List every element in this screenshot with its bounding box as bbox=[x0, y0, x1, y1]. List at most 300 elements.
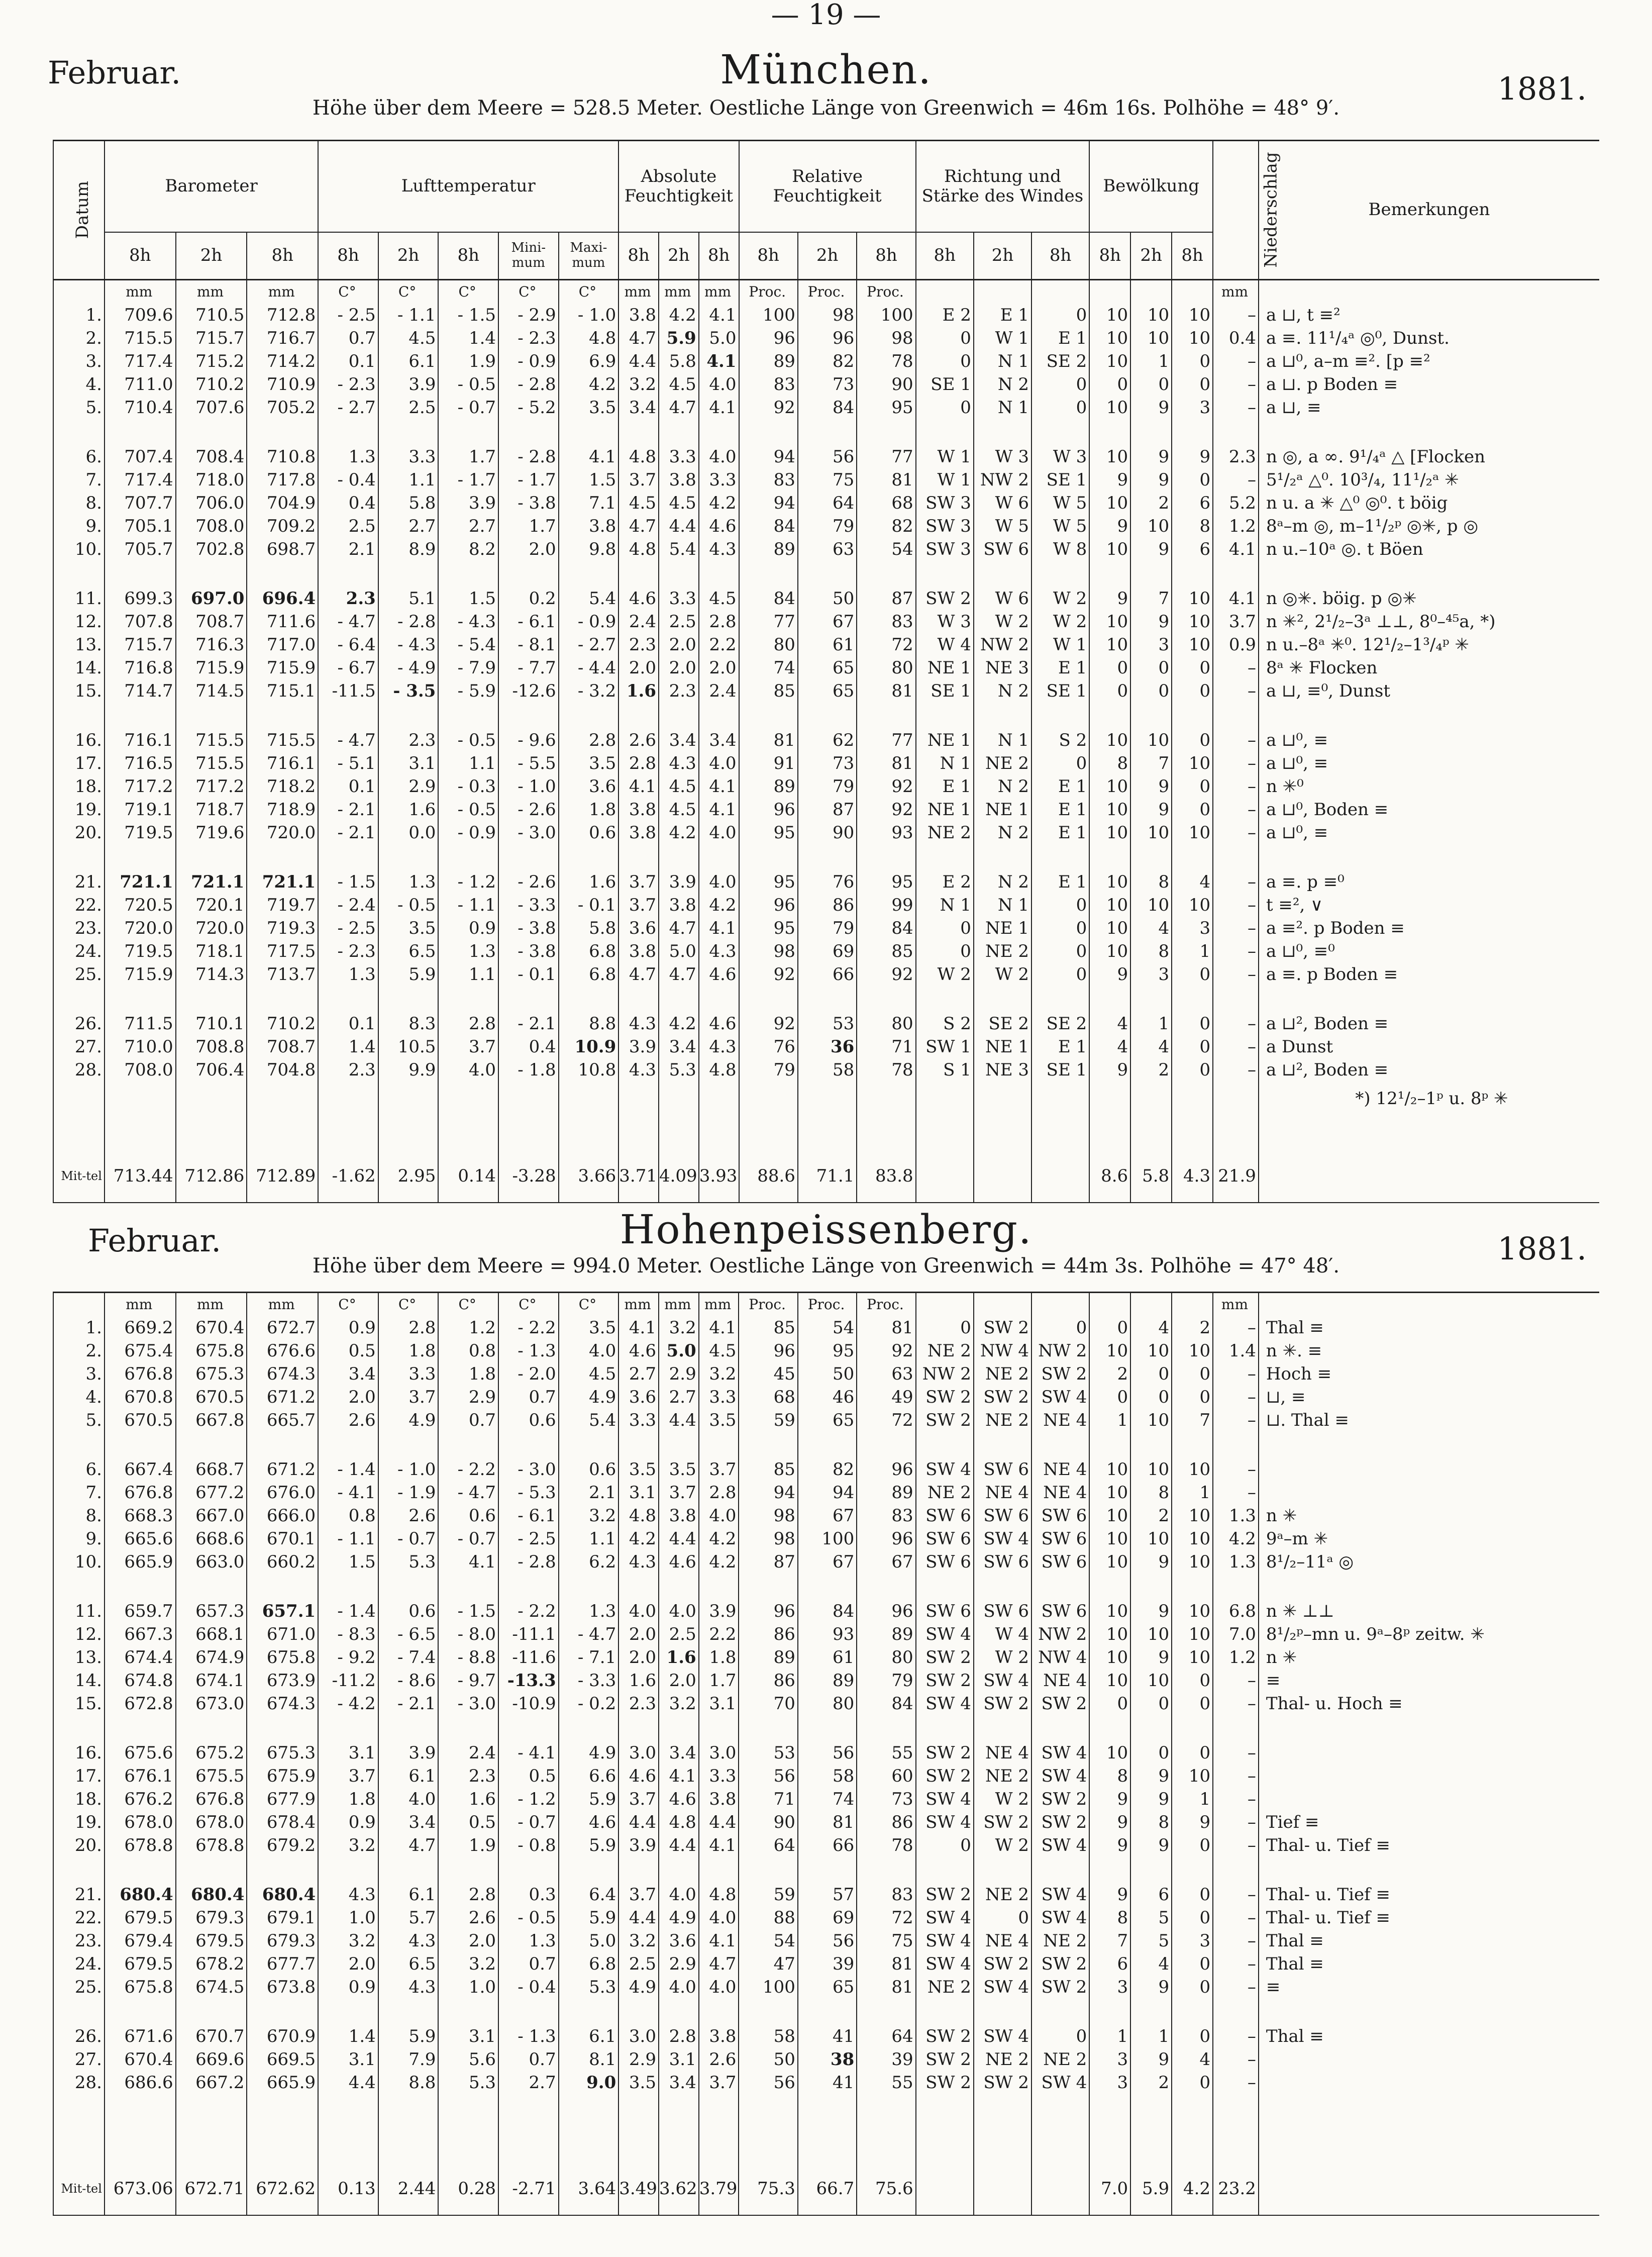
row-value: 3.7 bbox=[659, 1481, 699, 1504]
spacer bbox=[618, 2128, 659, 2163]
row-value: 2.8 bbox=[438, 1012, 498, 1035]
mittel-value: 3.64 bbox=[559, 2163, 619, 2215]
row-value: 8.8 bbox=[378, 2071, 439, 2094]
row-value: 0.8 bbox=[438, 1339, 498, 1362]
row-value: 69 bbox=[798, 940, 857, 963]
row-value: 4.1 bbox=[1213, 538, 1259, 561]
row-value: 5.3 bbox=[559, 1976, 619, 1999]
spacer bbox=[1089, 561, 1130, 587]
row-value: 678.2 bbox=[176, 1952, 247, 1976]
row-value: 100 bbox=[857, 304, 915, 327]
spacer bbox=[1089, 1082, 1130, 1116]
unit-cell: mm bbox=[176, 1293, 247, 1317]
row-value: 1.6 bbox=[618, 1669, 659, 1692]
spacer bbox=[498, 1432, 559, 1458]
spacer bbox=[659, 986, 699, 1012]
spacer bbox=[53, 1574, 105, 1600]
row-value: 3.2 bbox=[318, 1929, 378, 1952]
row-value: 89 bbox=[857, 1481, 915, 1504]
row-value: 0 bbox=[974, 1906, 1031, 1929]
row-remark: Thal ≡ bbox=[1259, 1952, 1599, 1976]
row-value: 4 bbox=[1130, 1952, 1172, 1976]
spacer bbox=[559, 1432, 619, 1458]
row-value: 96 bbox=[857, 1527, 915, 1550]
spacer bbox=[1172, 1432, 1213, 1458]
spacer bbox=[1031, 986, 1089, 1012]
spacer bbox=[378, 1574, 439, 1600]
row-value: 5.9 bbox=[559, 1906, 619, 1929]
row-value: - 4.1 bbox=[498, 1741, 559, 1764]
spacer bbox=[176, 986, 247, 1012]
table-row bbox=[53, 445, 1599, 468]
row-value: 3.8 bbox=[699, 1788, 739, 1811]
spacer bbox=[498, 986, 559, 1012]
row-value: 50 bbox=[798, 1362, 857, 1386]
table-row bbox=[53, 1883, 1599, 1906]
row-value: SW 6 bbox=[974, 1504, 1031, 1527]
row-value: - 1.2 bbox=[438, 870, 498, 894]
row-value: 84 bbox=[857, 1692, 915, 1715]
row-value: 83 bbox=[857, 1504, 915, 1527]
row-value: SW 4 bbox=[974, 2025, 1031, 2048]
spacer bbox=[1213, 1116, 1259, 1150]
row-value: 0 bbox=[1172, 468, 1213, 492]
row-value: 1.6 bbox=[438, 1788, 498, 1811]
spacer bbox=[438, 1999, 498, 2025]
spacer bbox=[1213, 1999, 1259, 2025]
row-value: 2.0 bbox=[618, 1646, 659, 1669]
row-value: 4.7 bbox=[618, 963, 659, 986]
spacer bbox=[1172, 1857, 1213, 1883]
spacer bbox=[176, 2094, 247, 2128]
row-value: 0.1 bbox=[318, 1012, 378, 1035]
row-value: 3.7 bbox=[618, 870, 659, 894]
row-value: - 0.1 bbox=[559, 894, 619, 917]
spacer bbox=[1213, 1574, 1259, 1600]
table-row bbox=[53, 775, 1599, 798]
row-value: 2.0 bbox=[699, 656, 739, 679]
row-value: - 4.7 bbox=[559, 1623, 619, 1646]
row-value: SW 6 bbox=[1031, 1504, 1089, 1527]
row-value: 3 bbox=[1089, 1976, 1130, 1999]
row-value: 3.4 bbox=[378, 1811, 439, 1834]
spacer bbox=[1089, 1715, 1130, 1741]
spacer bbox=[498, 1116, 559, 1150]
row-value: 70 bbox=[739, 1692, 797, 1715]
row-date: 21. bbox=[53, 1883, 105, 1906]
row-value: 4.0 bbox=[699, 821, 739, 844]
row-value: 665.6 bbox=[105, 1527, 176, 1550]
spacer bbox=[1213, 2128, 1259, 2163]
row-value: 82 bbox=[798, 350, 857, 373]
row-value: – bbox=[1213, 1409, 1259, 1432]
spacer bbox=[105, 2094, 176, 2128]
unit-cell: Proc. bbox=[739, 280, 798, 304]
row-value: 89 bbox=[739, 350, 798, 373]
row-value: 1.9 bbox=[438, 1834, 498, 1857]
row-value: 676.6 bbox=[247, 1339, 318, 1362]
row-value: 3.1 bbox=[378, 752, 439, 775]
row-value: W 3 bbox=[974, 445, 1031, 468]
spacer bbox=[739, 1116, 798, 1150]
row-remark: 8ᵃ ✳ Flocken bbox=[1259, 656, 1599, 679]
row-value: 4.0 bbox=[659, 1883, 699, 1906]
row-value: - 7.9 bbox=[438, 656, 498, 679]
spacer bbox=[1089, 2128, 1130, 2163]
row-value: 679.5 bbox=[176, 1929, 247, 1952]
row-value: 0.6 bbox=[438, 1504, 498, 1527]
row-value: 10 bbox=[1172, 633, 1213, 656]
row-value: 716.3 bbox=[176, 633, 247, 656]
mittel-value: 0.28 bbox=[438, 2163, 498, 2215]
row-remark: Thal- u. Hoch ≡ bbox=[1259, 1692, 1599, 1715]
row-value: 95 bbox=[857, 396, 915, 419]
row-value: 65 bbox=[798, 656, 857, 679]
row-value: 2.9 bbox=[659, 1952, 699, 1976]
row-value: NE 1 bbox=[916, 729, 974, 752]
row-value: NE 4 bbox=[974, 1481, 1031, 1504]
row-value: 706.4 bbox=[176, 1058, 247, 1082]
row-value: - 2.9 bbox=[498, 304, 559, 327]
row-value: 4.2 bbox=[699, 894, 739, 917]
row-value: - 6.1 bbox=[498, 1504, 559, 1527]
row-value: 10 bbox=[1089, 729, 1130, 752]
row-value: 4.1 bbox=[699, 1834, 739, 1857]
row-value: 0.6 bbox=[559, 821, 619, 844]
row-value: 1.1 bbox=[378, 468, 439, 492]
row-value: 3.2 bbox=[659, 1692, 699, 1715]
row-value: 4.0 bbox=[559, 1339, 619, 1362]
row-date: 17. bbox=[53, 752, 105, 775]
row-value: SW 2 bbox=[1031, 1362, 1089, 1386]
row-remark: 8¹/₂ᵖ–mn u. 9ᵃ–8ᵖ zeitw. ✳ bbox=[1259, 1623, 1599, 1646]
row-value: – bbox=[1213, 894, 1259, 917]
spacer bbox=[438, 2094, 498, 2128]
row-value: 670.5 bbox=[176, 1386, 247, 1409]
row-value: 708.0 bbox=[176, 515, 247, 538]
row-value: 3.7 bbox=[699, 2071, 739, 2094]
row-value: 7 bbox=[1130, 587, 1172, 610]
row-value: 675.3 bbox=[176, 1362, 247, 1386]
row-value: 4.6 bbox=[699, 515, 739, 538]
table-row bbox=[53, 752, 1599, 775]
table-row bbox=[53, 1788, 1599, 1811]
unit-cell: Proc. bbox=[798, 280, 857, 304]
spacer bbox=[739, 2094, 797, 2128]
row-value: 2.3 bbox=[1213, 445, 1259, 468]
row-value: 6.8 bbox=[559, 940, 619, 963]
row-value: 67 bbox=[798, 1504, 857, 1527]
unit-cell: C° bbox=[559, 280, 619, 304]
row-value: 92 bbox=[739, 1012, 798, 1035]
spacer bbox=[798, 1432, 857, 1458]
row-value: 61 bbox=[798, 633, 857, 656]
row-value: 78 bbox=[857, 1058, 915, 1082]
row-value: 38 bbox=[798, 2048, 857, 2071]
row-value: 4.8 bbox=[699, 1883, 739, 1906]
row-date: 13. bbox=[53, 633, 105, 656]
spacer bbox=[53, 2094, 105, 2128]
row-value: 4.3 bbox=[699, 940, 739, 963]
table-row bbox=[53, 1646, 1599, 1669]
table-row bbox=[53, 538, 1599, 561]
row-value: 4.2 bbox=[659, 1012, 699, 1035]
row-value: 3 bbox=[1172, 396, 1213, 419]
row-value: 0 bbox=[1130, 1741, 1172, 1764]
unit-cell: C° bbox=[559, 1293, 619, 1317]
spacer bbox=[53, 1432, 105, 1458]
row-date: 18. bbox=[53, 775, 105, 798]
mittel-value: 75.6 bbox=[857, 2163, 915, 2215]
subheader-10: 8h bbox=[699, 232, 739, 280]
row-value: 3.2 bbox=[618, 373, 659, 396]
row-value: 3.3 bbox=[618, 1409, 659, 1432]
row-value: 1.3 bbox=[498, 1929, 559, 1952]
row-value: 714.7 bbox=[105, 679, 176, 703]
row-value: 0 bbox=[1089, 656, 1130, 679]
row-value: 3.6 bbox=[559, 775, 619, 798]
spacer bbox=[798, 1116, 857, 1150]
row-value: 5.3 bbox=[378, 1550, 439, 1574]
row-value: 4.1 bbox=[699, 1929, 739, 1952]
row-value: 717.8 bbox=[247, 468, 318, 492]
row-value: - 1.4 bbox=[318, 1458, 378, 1481]
row-value: 10 bbox=[1130, 304, 1172, 327]
spacer bbox=[1259, 561, 1599, 587]
row-value: NW 2 bbox=[1031, 1623, 1089, 1646]
row-value: 0 bbox=[1172, 1741, 1213, 1764]
unit-date bbox=[53, 1293, 105, 1317]
row-value: – bbox=[1213, 1788, 1259, 1811]
spacer bbox=[1130, 1715, 1172, 1741]
row-value: - 1.1 bbox=[318, 1527, 378, 1550]
row-value: 64 bbox=[857, 2025, 915, 2048]
col-rel-feucht: Relative Feuchtigkeit bbox=[739, 141, 916, 233]
row-value: - 5.5 bbox=[498, 752, 559, 775]
row-value: 2.8 bbox=[699, 1481, 739, 1504]
row-date: 15. bbox=[53, 679, 105, 703]
mittel-value: 4.3 bbox=[1172, 1150, 1213, 1203]
col-abs-feucht: Absolute Feuchtigkeit bbox=[618, 141, 739, 233]
row-value: 4.5 bbox=[659, 492, 699, 515]
row-value: 674.5 bbox=[176, 1976, 247, 1999]
row-date: 21. bbox=[53, 870, 105, 894]
row-date: 20. bbox=[53, 821, 105, 844]
row-value: 1.4 bbox=[318, 1035, 378, 1058]
row-value: 4.1 bbox=[618, 1316, 659, 1339]
row-value: 3 bbox=[1172, 1929, 1213, 1952]
unit-cell: C° bbox=[438, 1293, 498, 1317]
row-value: 2.3 bbox=[438, 1764, 498, 1788]
subheader-18: 2h bbox=[1130, 232, 1172, 280]
row-value: 10 bbox=[1130, 1339, 1172, 1362]
spacer bbox=[105, 1116, 176, 1150]
row-value: 95 bbox=[739, 917, 798, 940]
row-value: 6.6 bbox=[559, 1764, 619, 1788]
row-value: 696.4 bbox=[247, 587, 318, 610]
row-value: - 3.8 bbox=[498, 940, 559, 963]
mittel-value bbox=[1259, 1150, 1599, 1203]
row-value: 9.0 bbox=[559, 2071, 619, 2094]
row-value: 81 bbox=[857, 468, 915, 492]
table-row bbox=[53, 350, 1599, 373]
row-value: W 2 bbox=[974, 1788, 1031, 1811]
row-value: 0 bbox=[1172, 679, 1213, 703]
spacer bbox=[974, 1999, 1031, 2025]
row-value: 4.9 bbox=[559, 1741, 619, 1764]
row-value: 3.2 bbox=[438, 1952, 498, 1976]
spacer bbox=[1213, 844, 1259, 870]
row-value: 10 bbox=[1130, 515, 1172, 538]
spacer bbox=[1259, 2128, 1599, 2163]
row-remark: a ⊔², Boden ≡ bbox=[1259, 1058, 1599, 1082]
unit-cell: mm bbox=[659, 1293, 699, 1317]
row-value: 1.6 bbox=[559, 870, 619, 894]
row-remark: a ≡. p ≡⁰ bbox=[1259, 870, 1599, 894]
row-value: 8 bbox=[1089, 752, 1130, 775]
row-value: 3.5 bbox=[699, 1409, 739, 1432]
row-value: 1.0 bbox=[438, 1976, 498, 1999]
row-value: 4.1 bbox=[699, 1316, 739, 1339]
row-value: 10 bbox=[1089, 1339, 1130, 1362]
row-value: 4.8 bbox=[559, 327, 619, 350]
spacer bbox=[53, 986, 105, 1012]
row-value: 58 bbox=[798, 1058, 857, 1082]
row-value: SW 6 bbox=[916, 1600, 974, 1623]
spacer bbox=[916, 1432, 974, 1458]
row-value: 46 bbox=[798, 1386, 857, 1409]
row-value: 10 bbox=[1172, 894, 1213, 917]
row-value: 59 bbox=[739, 1883, 797, 1906]
row-value: 708.7 bbox=[176, 610, 247, 633]
row-value: SW 4 bbox=[1031, 1906, 1089, 1929]
spacer bbox=[857, 1116, 915, 1150]
row-value: 715.5 bbox=[176, 752, 247, 775]
row-value: 95 bbox=[739, 821, 798, 844]
spacer bbox=[699, 1116, 739, 1150]
spacer bbox=[53, 844, 105, 870]
row-value: 674.3 bbox=[247, 1692, 318, 1715]
mittel-value: 71.1 bbox=[798, 1150, 857, 1203]
row-value: SW 2 bbox=[974, 1811, 1031, 1834]
row-remark: ⊔, ≡ bbox=[1259, 1386, 1599, 1409]
row-value: - 2.4 bbox=[318, 894, 378, 917]
row-value: 1.7 bbox=[699, 1669, 739, 1692]
row-value: 4.1 bbox=[699, 304, 739, 327]
spacer bbox=[247, 1432, 318, 1458]
spacer bbox=[1259, 844, 1599, 870]
spacer bbox=[916, 1574, 974, 1600]
row-value: 670.1 bbox=[247, 1527, 318, 1550]
row-value: W 1 bbox=[1031, 633, 1089, 656]
row-value: 75 bbox=[798, 468, 857, 492]
spacer bbox=[1172, 2128, 1213, 2163]
row-value: 0 bbox=[1172, 1906, 1213, 1929]
row-value: 4.8 bbox=[699, 1058, 739, 1082]
row-value: 1.6 bbox=[378, 798, 439, 821]
row-value: SW 6 bbox=[974, 538, 1031, 561]
row-value: E 1 bbox=[1031, 327, 1089, 350]
row-value: 1.5 bbox=[318, 1550, 378, 1574]
row-value: 0.9 bbox=[318, 1811, 378, 1834]
row-value: 0 bbox=[916, 940, 974, 963]
row-value: - 4.4 bbox=[559, 656, 619, 679]
row-value: 10 bbox=[1089, 1481, 1130, 1504]
row-value: 705.7 bbox=[105, 538, 176, 561]
row-value: 1.3 bbox=[378, 870, 439, 894]
mittel-value: 0.14 bbox=[438, 1150, 498, 1203]
row-date: 5. bbox=[53, 396, 105, 419]
row-value: 92 bbox=[857, 1339, 915, 1362]
row-date: 7. bbox=[53, 1481, 105, 1504]
row-value: 0.6 bbox=[378, 1600, 439, 1623]
row-value: 8 bbox=[1130, 1481, 1172, 1504]
spacer bbox=[53, 1082, 105, 1116]
spacer bbox=[438, 986, 498, 1012]
row-value: 83 bbox=[857, 1883, 915, 1906]
row-value: – bbox=[1213, 1362, 1259, 1386]
row-value: SW 2 bbox=[1031, 1976, 1089, 1999]
row-value: 1.3 bbox=[318, 963, 378, 986]
row-value: 0.9 bbox=[318, 1316, 378, 1339]
row-value: S 2 bbox=[916, 1012, 974, 1035]
row-value: 675.4 bbox=[105, 1339, 176, 1362]
spacer bbox=[659, 2128, 699, 2163]
row-value: 6.8 bbox=[559, 1952, 619, 1976]
row-value: 72 bbox=[857, 1409, 915, 1432]
spacer bbox=[559, 561, 619, 587]
row-value: - 0.9 bbox=[438, 821, 498, 844]
row-value: 56 bbox=[798, 1929, 857, 1952]
row-value: 1 bbox=[1089, 2025, 1130, 2048]
spacer bbox=[176, 419, 247, 445]
row-value: 3.2 bbox=[699, 1362, 739, 1386]
row-value: 4.6 bbox=[559, 1811, 619, 1834]
spacer bbox=[105, 703, 176, 729]
row-value: 2.6 bbox=[438, 1906, 498, 1929]
spacer bbox=[378, 2128, 439, 2163]
row-value: 6.5 bbox=[378, 1952, 439, 1976]
row-value: 676.8 bbox=[105, 1481, 176, 1504]
table-row bbox=[53, 1623, 1599, 1646]
mittel-value: 21.9 bbox=[1213, 1150, 1259, 1203]
row-value: 2.3 bbox=[618, 1692, 659, 1715]
row-value: - 5.1 bbox=[318, 752, 378, 775]
row-value: 671.2 bbox=[247, 1386, 318, 1409]
spacer bbox=[974, 419, 1031, 445]
row-value: 671.0 bbox=[247, 1623, 318, 1646]
row-value: 80 bbox=[857, 1646, 915, 1669]
spacer bbox=[974, 2128, 1031, 2163]
row-value: 10 bbox=[1089, 1527, 1130, 1550]
row-remark: ≡ bbox=[1259, 1976, 1599, 1999]
row-remark bbox=[1259, 2071, 1599, 2094]
row-value: 720.0 bbox=[176, 917, 247, 940]
row-value: -11.6 bbox=[498, 1646, 559, 1669]
row-value: - 1.5 bbox=[438, 304, 498, 327]
row-value: 2.5 bbox=[378, 396, 439, 419]
spacer bbox=[857, 1432, 915, 1458]
row-value: 3.4 bbox=[699, 729, 739, 752]
row-date: 27. bbox=[53, 1035, 105, 1058]
table-row bbox=[53, 870, 1599, 894]
row-value: - 2.2 bbox=[438, 1458, 498, 1481]
row-value: 6.4 bbox=[559, 1883, 619, 1906]
row-value: 673.8 bbox=[247, 1976, 318, 1999]
row-value: 710.1 bbox=[176, 1012, 247, 1035]
row-value: - 3.2 bbox=[559, 679, 619, 703]
row-value: 0.5 bbox=[498, 1764, 559, 1788]
